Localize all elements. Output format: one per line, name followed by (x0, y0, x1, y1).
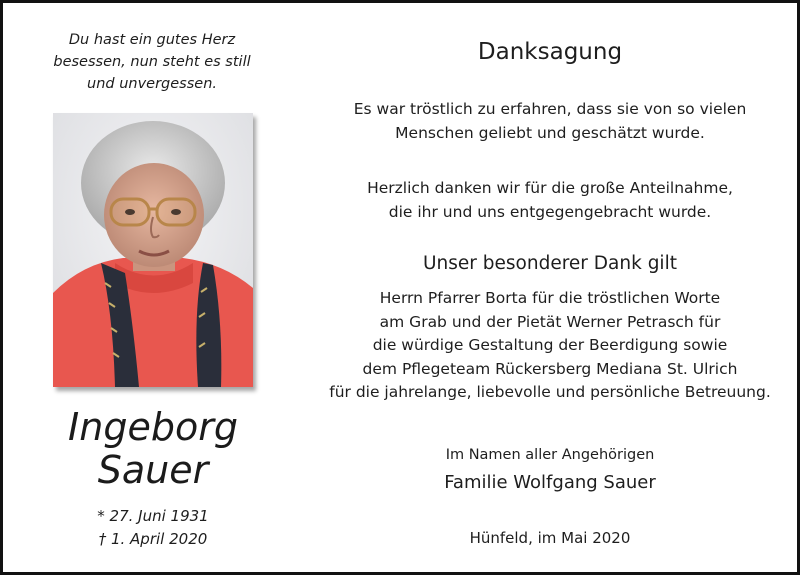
birth-date: * 27. Juni 1931 (97, 507, 209, 525)
deceased-name (43, 406, 263, 492)
motto-verse (48, 29, 256, 95)
heading-text: Unser besonderer Dank gilt (423, 253, 677, 274)
paragraph-line: Es war tröstlich zu erfahren, dass sie von so vielen (353, 100, 747, 118)
right-column (303, 3, 797, 572)
special-line: für die jahrelange, liebevolle und persönliche Betreuung. (329, 383, 771, 401)
paragraph-line: Menschen geliebt und geschätzt wurde. (395, 124, 705, 142)
special-thanks-list (303, 287, 797, 405)
motto-line: Du hast ein gutes Herz (68, 32, 236, 48)
paragraph-line: die ihr und uns entgegengebracht wurde. (388, 203, 712, 221)
special-thanks-heading (303, 251, 797, 277)
closing-phrase (303, 444, 797, 466)
special-line: dem Pflegeteam Rückersberg Mediana St. Ulrich (362, 359, 738, 378)
family-signature (303, 470, 797, 496)
thanks-title (303, 36, 797, 68)
paragraph-line: Herzlich danken wir für die große Anteilnahme, (367, 179, 733, 197)
closing-text: Im Namen aller Angehörigen (445, 447, 655, 463)
place-date (303, 527, 797, 549)
special-line: am Grab und der Pietät Werner Petrasch für (379, 312, 721, 331)
portrait-photo (53, 113, 253, 387)
title-text: Danksagung (477, 39, 623, 65)
last-name: Sauer (97, 448, 209, 492)
left-column (3, 3, 303, 572)
thanks-paragraph-2 (303, 176, 797, 224)
motto-line: besessen, nun steht es still (53, 54, 251, 70)
family-text: Familie Wolfgang Sauer (444, 472, 656, 493)
place-date-text: Hünfeld, im Mai 2020 (469, 529, 631, 547)
motto-line: und unvergessen. (87, 76, 217, 92)
first-name: Ingeborg (68, 405, 238, 449)
life-dates (63, 505, 243, 551)
special-line: die würdige Gestaltung der Beerdigung sowie (372, 336, 728, 354)
portrait-illustration (53, 113, 253, 387)
death-date: † 1. April 2020 (98, 530, 208, 548)
special-line: Herrn Pfarrer Borta für die tröstlichen Worte (379, 289, 721, 307)
thanks-paragraph-1 (303, 97, 797, 145)
